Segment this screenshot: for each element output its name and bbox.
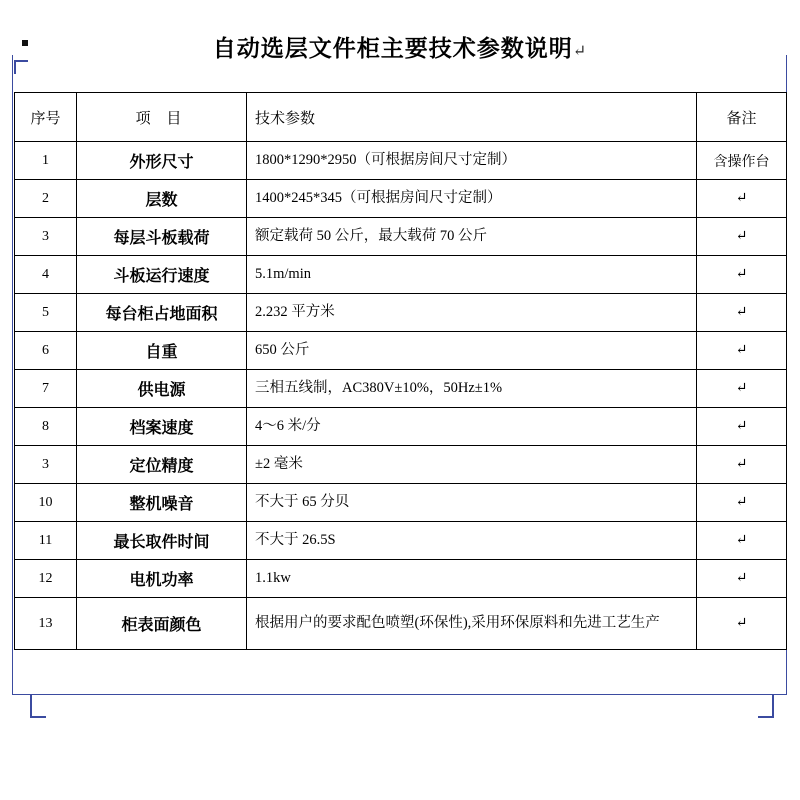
table-header-row	[15, 93, 787, 142]
table-row	[15, 332, 787, 370]
table-row	[15, 522, 787, 560]
cell-spec: 1400*245*345（可根据房间尺寸定制）	[247, 180, 697, 218]
cell-no: 11	[15, 522, 77, 560]
cell-note: ↵	[697, 180, 787, 218]
cell-note: ↵	[697, 218, 787, 256]
cell-item: 柜表面颜色	[77, 598, 247, 650]
cell-note: ↵	[697, 256, 787, 294]
cell-note: ↵	[697, 446, 787, 484]
table-row	[15, 180, 787, 218]
cell-item: 最长取件时间	[77, 522, 247, 560]
cell-note: ↵	[697, 370, 787, 408]
technical-parameters-table	[14, 92, 787, 650]
cell-note: 含操作台	[697, 142, 787, 180]
cell-item: 整机噪音	[77, 484, 247, 522]
page-title	[0, 30, 800, 63]
cell-note: ↵	[697, 332, 787, 370]
cell-spec: 不大于 26.5S	[247, 522, 697, 560]
table-row	[15, 142, 787, 180]
cell-no: 2	[15, 180, 77, 218]
cell-spec: 1.1kw	[247, 560, 697, 598]
cell-note: ↵	[697, 408, 787, 446]
column-header-item: 项 目	[77, 93, 247, 142]
column-header-note: 备注	[697, 93, 787, 142]
table-row	[15, 446, 787, 484]
cell-no: 4	[15, 256, 77, 294]
cell-note: ↵	[697, 294, 787, 332]
table-row	[15, 408, 787, 446]
cell-no: 13	[15, 598, 77, 650]
cell-item: 供电源	[77, 370, 247, 408]
cell-spec: ±2 毫米	[247, 446, 697, 484]
cell-no: 8	[15, 408, 77, 446]
table-row	[15, 370, 787, 408]
cell-spec: 650 公斤	[247, 332, 697, 370]
table-row	[15, 484, 787, 522]
cell-no: 1	[15, 142, 77, 180]
cell-item: 层数	[77, 180, 247, 218]
crop-mark-bottom-right	[758, 694, 774, 718]
crop-mark-bottom-left	[30, 694, 46, 718]
page-frame-left-edge	[12, 55, 13, 695]
cell-no: 3	[15, 446, 77, 484]
cell-no: 10	[15, 484, 77, 522]
cell-note: ↵	[697, 598, 787, 650]
cell-item: 定位精度	[77, 446, 247, 484]
cell-note: ↵	[697, 560, 787, 598]
cell-spec: 额定载荷 50 公斤，最大载荷 70 公斤	[247, 218, 697, 256]
table-row	[15, 560, 787, 598]
table-header	[15, 93, 787, 142]
table-row	[15, 294, 787, 332]
table-row	[15, 218, 787, 256]
cell-spec: 4～6 米/分	[247, 408, 697, 446]
cell-spec: 不大于 65 分贝	[247, 484, 697, 522]
cell-item: 每台柜占地面积	[77, 294, 247, 332]
paragraph-mark: ↵	[572, 43, 588, 60]
cell-no: 7	[15, 370, 77, 408]
cell-spec: 2.232 平方米	[247, 294, 697, 332]
cell-note: ↵	[697, 484, 787, 522]
cell-spec: 1800*1290*2950（可根据房间尺寸定制）	[247, 142, 697, 180]
column-header-no: 序号	[15, 93, 77, 142]
cell-no: 3	[15, 218, 77, 256]
cell-item: 自重	[77, 332, 247, 370]
cell-item: 每层斗板载荷	[77, 218, 247, 256]
cell-item: 电机功率	[77, 560, 247, 598]
table-row	[15, 256, 787, 294]
cell-note: ↵	[697, 522, 787, 560]
cell-spec: 5.1m/min	[247, 256, 697, 294]
cell-spec: 三相五线制，AC380V±10%，50Hz±1%	[247, 370, 697, 408]
table-body	[15, 142, 787, 650]
cell-item: 外形尺寸	[77, 142, 247, 180]
cell-no: 6	[15, 332, 77, 370]
table-row	[15, 598, 787, 650]
cell-item: 斗板运行速度	[77, 256, 247, 294]
cell-no: 12	[15, 560, 77, 598]
page-frame-bottom-edge	[12, 694, 787, 695]
cell-no: 5	[15, 294, 77, 332]
column-header-spec: 技术参数	[247, 93, 697, 142]
cell-item: 档案速度	[77, 408, 247, 446]
page-title-text: 自动选层文件柜主要技术参数说明	[212, 36, 573, 61]
cell-spec: 根据用户的要求配色喷塑(环保性),采用环保原料和先进工艺生产	[247, 598, 697, 650]
